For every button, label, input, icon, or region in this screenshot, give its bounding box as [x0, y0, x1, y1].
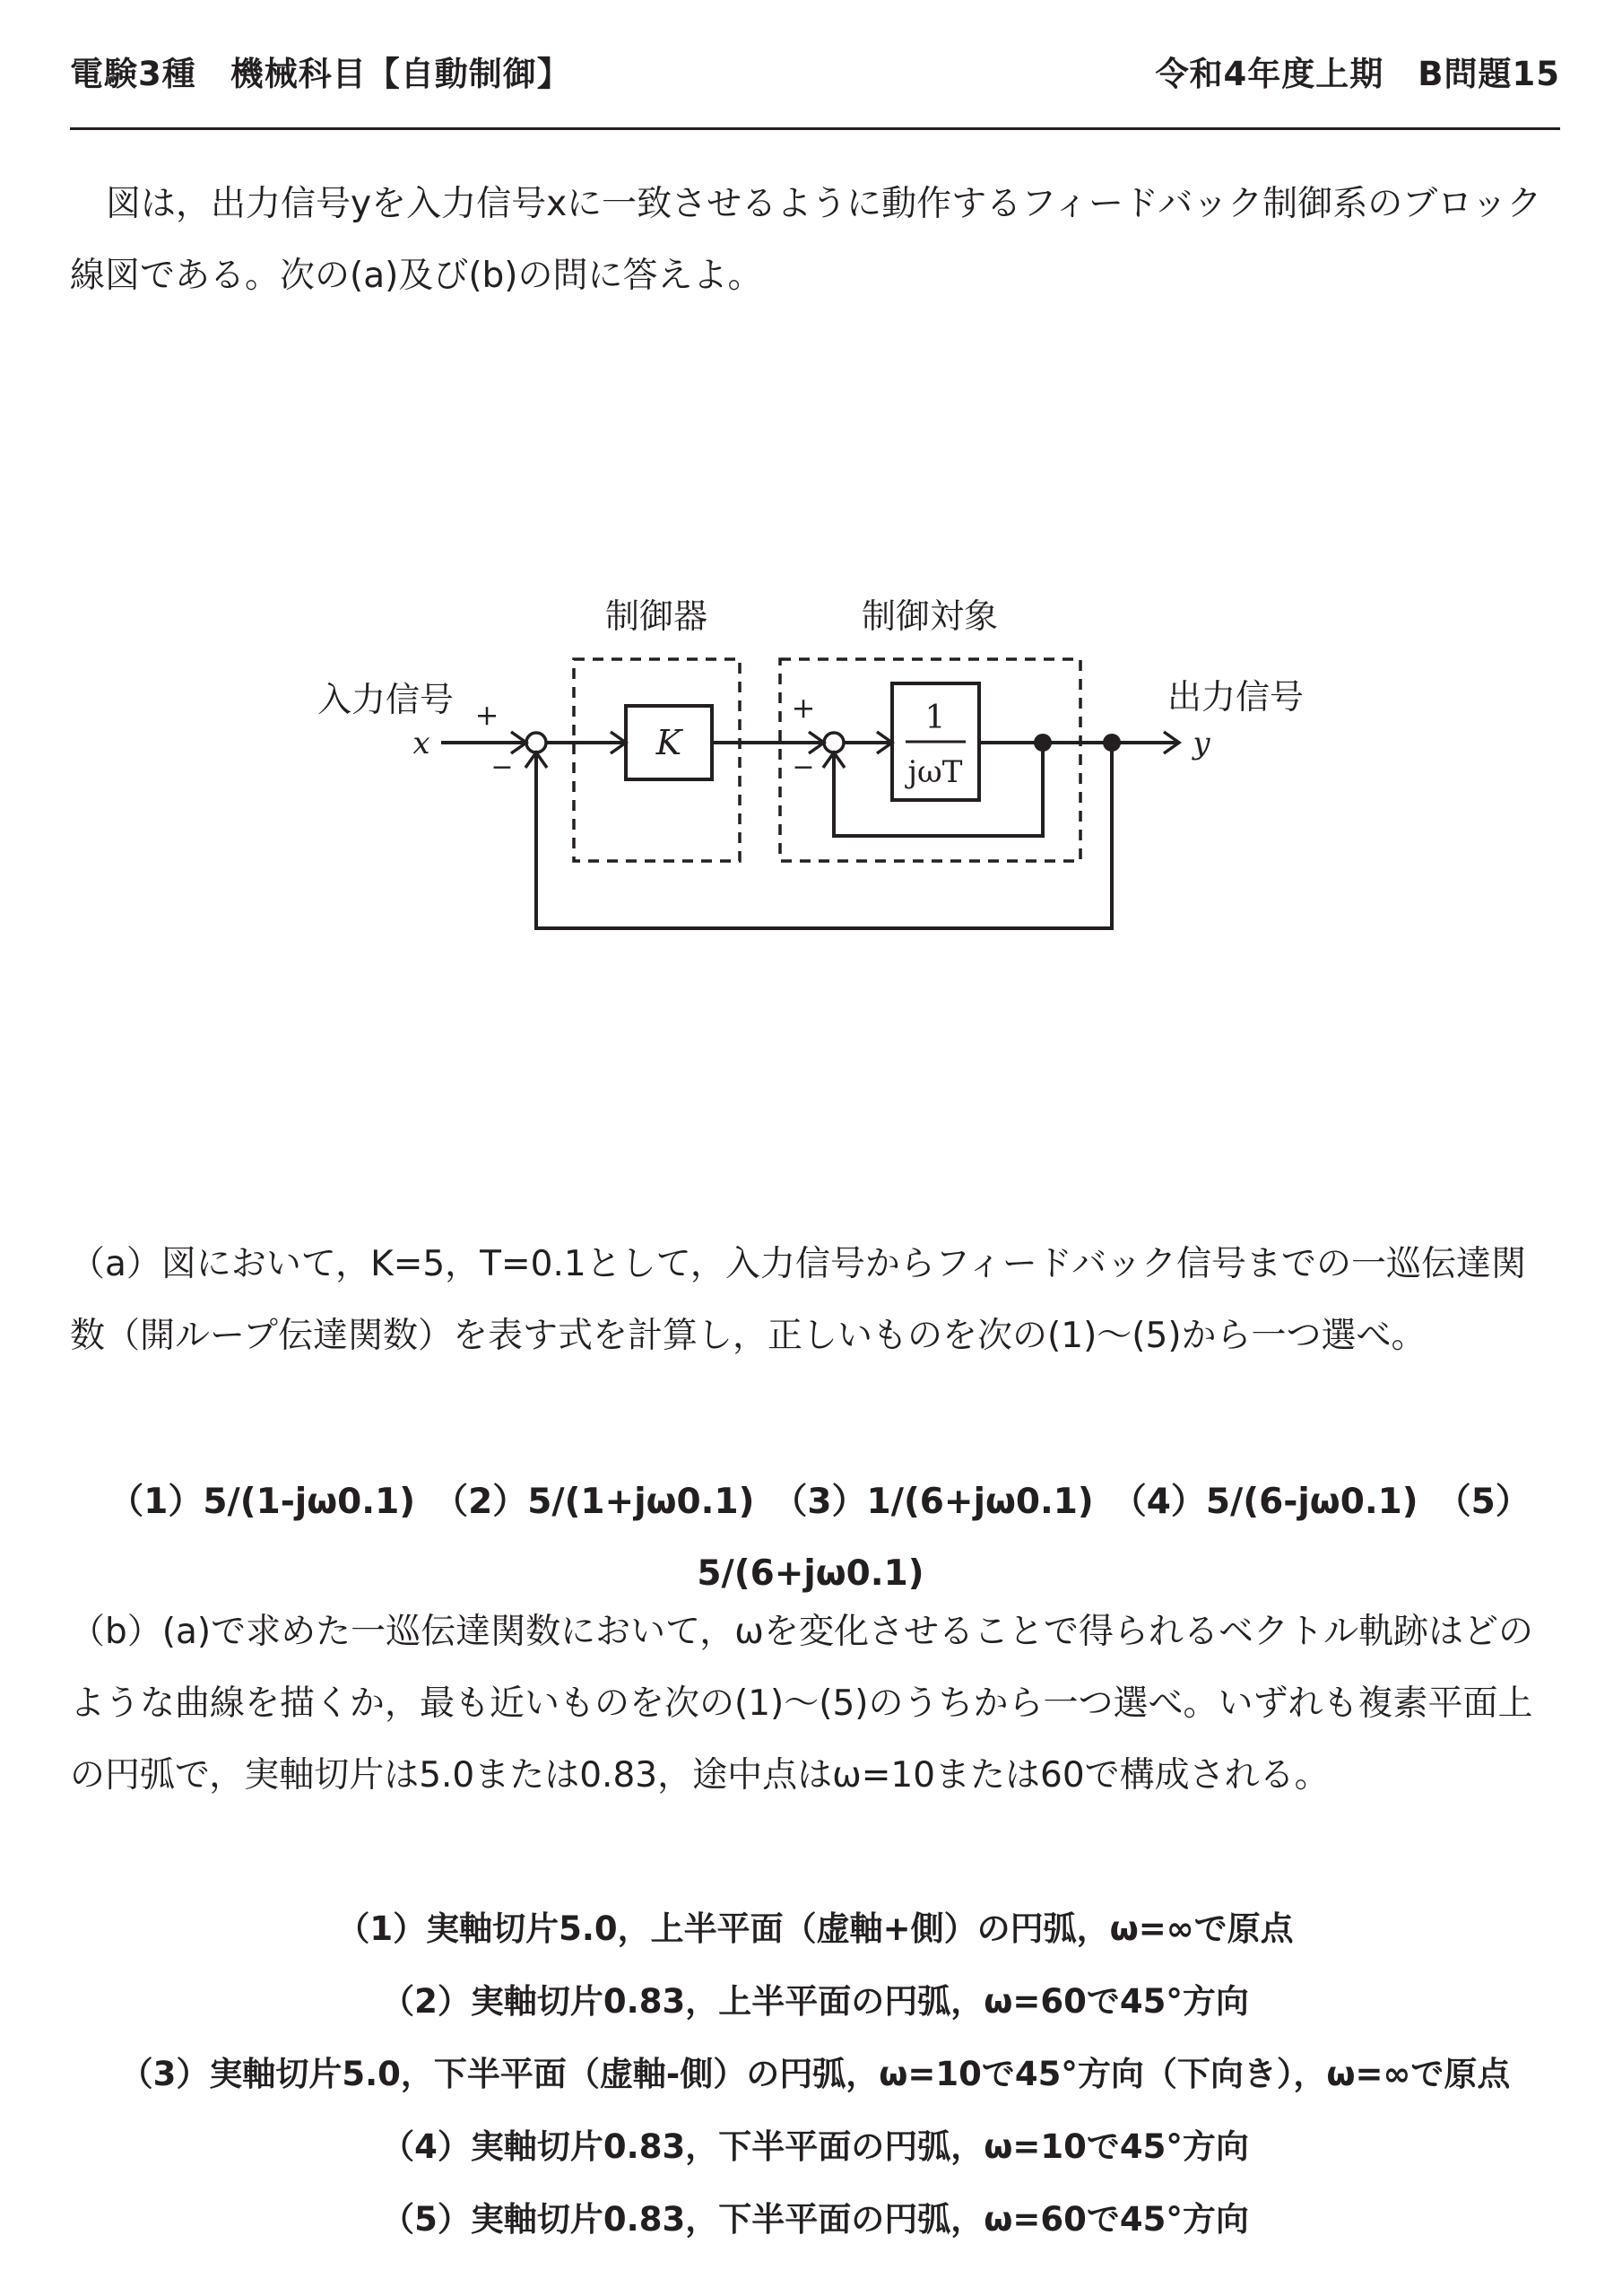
input-variable: x: [412, 726, 430, 761]
plus-sign-1: +: [474, 698, 499, 732]
tf-denominator: jωT: [907, 754, 963, 790]
branch-point-outer: [1103, 734, 1121, 752]
page-header: [70, 47, 1560, 109]
option-a-5[interactable]: （5）5/(6+jω0.1): [697, 1482, 1531, 1594]
problem-statement: 図は，出力信号yを入力信号xに一致させるように動作するフィードバック制御系のブロック線図である。次の(a)及び(b)の問に答えよ。: [70, 184, 1542, 296]
output-variable: y: [1193, 726, 1210, 761]
exam-id: 令和4年度上期 B問題15: [1155, 55, 1560, 93]
subject-title: 電験3種 機械科目【自動制御】: [70, 55, 571, 93]
plus-sign-2: +: [791, 691, 816, 725]
branch-point-inner: [1034, 734, 1052, 752]
option-b-2[interactable]: （2）実軸切片0.83，上半平面の円弧，ω=60で45°方向: [381, 1982, 1249, 2021]
tf-numerator: 1: [924, 700, 946, 736]
option-b-5[interactable]: （5）実軸切片0.83，下半平面の円弧，ω=60で45°方向: [381, 2200, 1249, 2239]
minus-sign-2: −: [792, 752, 815, 783]
question-a: （a）図において，K=5，T=0.1として，入力信号からフィードバック信号までの一巡伝達関数（開ループ伝達関数）を表す式を計算し，正しいものを次の(1)〜(5)から一つ選べ。: [70, 1244, 1527, 1356]
option-a-3[interactable]: （3）1/(6+jω0.1): [772, 1482, 1094, 1522]
options-b: [70, 1892, 1560, 2256]
input-signal-label: 入力信号: [317, 680, 455, 719]
option-a-1[interactable]: （1）5/(1-jω0.1): [108, 1482, 416, 1522]
gain-symbol: K: [655, 723, 682, 762]
plant-label: 制御対象: [861, 596, 999, 636]
summing-junction-1: [526, 733, 546, 752]
controller-label: 制御器: [604, 596, 708, 636]
option-a-2[interactable]: （2）5/(1+jω0.1): [433, 1482, 755, 1522]
minus-sign-1: −: [490, 752, 514, 783]
option-b-1[interactable]: （1）実軸切片5.0，上半平面（虚軸+側）の円弧，ω=∞で原点: [336, 1909, 1294, 1948]
output-signal-label: 出力信号: [1167, 677, 1305, 717]
option-b-3[interactable]: （3）実軸切片5.0，下半平面（虚軸-側）の円弧，ω=10で45°方向（下向き），ω=∞で原点: [119, 2055, 1511, 2093]
header-divider: [70, 127, 1560, 130]
options-a: [70, 1466, 1560, 1610]
option-b-4[interactable]: （4）実軸切片0.83，下半平面の円弧，ω=10で45°方向: [381, 2127, 1249, 2166]
question-b: （b）(a)で求めた一巡伝達関数において，ωを変化させることで得られるベクトル軌跡はどのような曲線を描くか，最も近いものを次の(1)〜(5)のうちから一つ選べ。いずれも複素平面上の円弧で，実軸切片は5.0または0.83，途中点はω=10または60で構成される。: [70, 1612, 1533, 1796]
option-a-4[interactable]: （4）5/(6-jω0.1): [1111, 1482, 1418, 1522]
summing-junction-2: [824, 733, 844, 752]
block-diagram: [0, 574, 1622, 1040]
